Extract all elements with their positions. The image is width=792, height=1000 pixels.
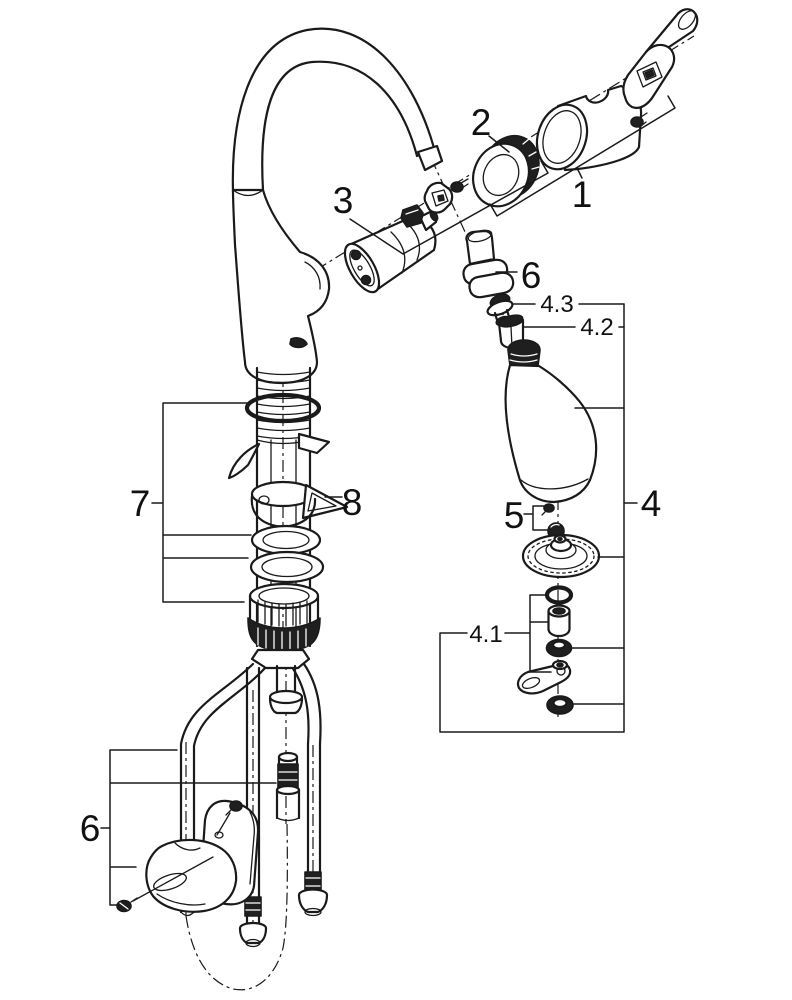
leader-lines (101, 96, 675, 905)
part-label-3: 3 (332, 180, 354, 221)
part-label-6-weight: 6 (79, 808, 101, 849)
part-label-6-hose: 6 (520, 255, 542, 296)
swivel-kit-part41 (518, 588, 573, 715)
spray-face-plate (523, 535, 599, 577)
part-label-4-2: 4.2 (580, 314, 614, 341)
cartridge-cap (425, 183, 453, 213)
part-label-5: 5 (503, 495, 525, 536)
hose-quick-connector-part6 (463, 228, 513, 297)
washer-lower (251, 552, 323, 582)
part-label-4-3: 4.3 (540, 291, 574, 318)
part-label-4: 4 (640, 483, 662, 524)
shank-collar (252, 650, 309, 668)
washer-upper (252, 526, 320, 554)
part-label-1: 1 (571, 174, 593, 215)
faucet-spout (233, 29, 442, 192)
part-label-7: 7 (129, 483, 151, 524)
hose-end-connector (277, 753, 299, 821)
bracket-4-1 (505, 595, 551, 672)
hose-weight-front-shell (146, 840, 236, 912)
cartridge-part3 (338, 210, 439, 297)
faucet-body (233, 190, 329, 383)
cartridge-nut (401, 205, 423, 227)
mounting-bracket-part8 (252, 482, 347, 527)
part-label-2: 2 (470, 102, 492, 143)
handle-lever-part1 (623, 8, 698, 108)
spray-head-part4 (506, 340, 597, 502)
part-label-8: 8 (341, 482, 363, 523)
part-label-4-1: 4.1 (469, 621, 503, 648)
bracket-7 (152, 403, 251, 602)
stabiliser-wings (229, 434, 329, 478)
spray-face-screw-ball-part5 (542, 504, 564, 539)
